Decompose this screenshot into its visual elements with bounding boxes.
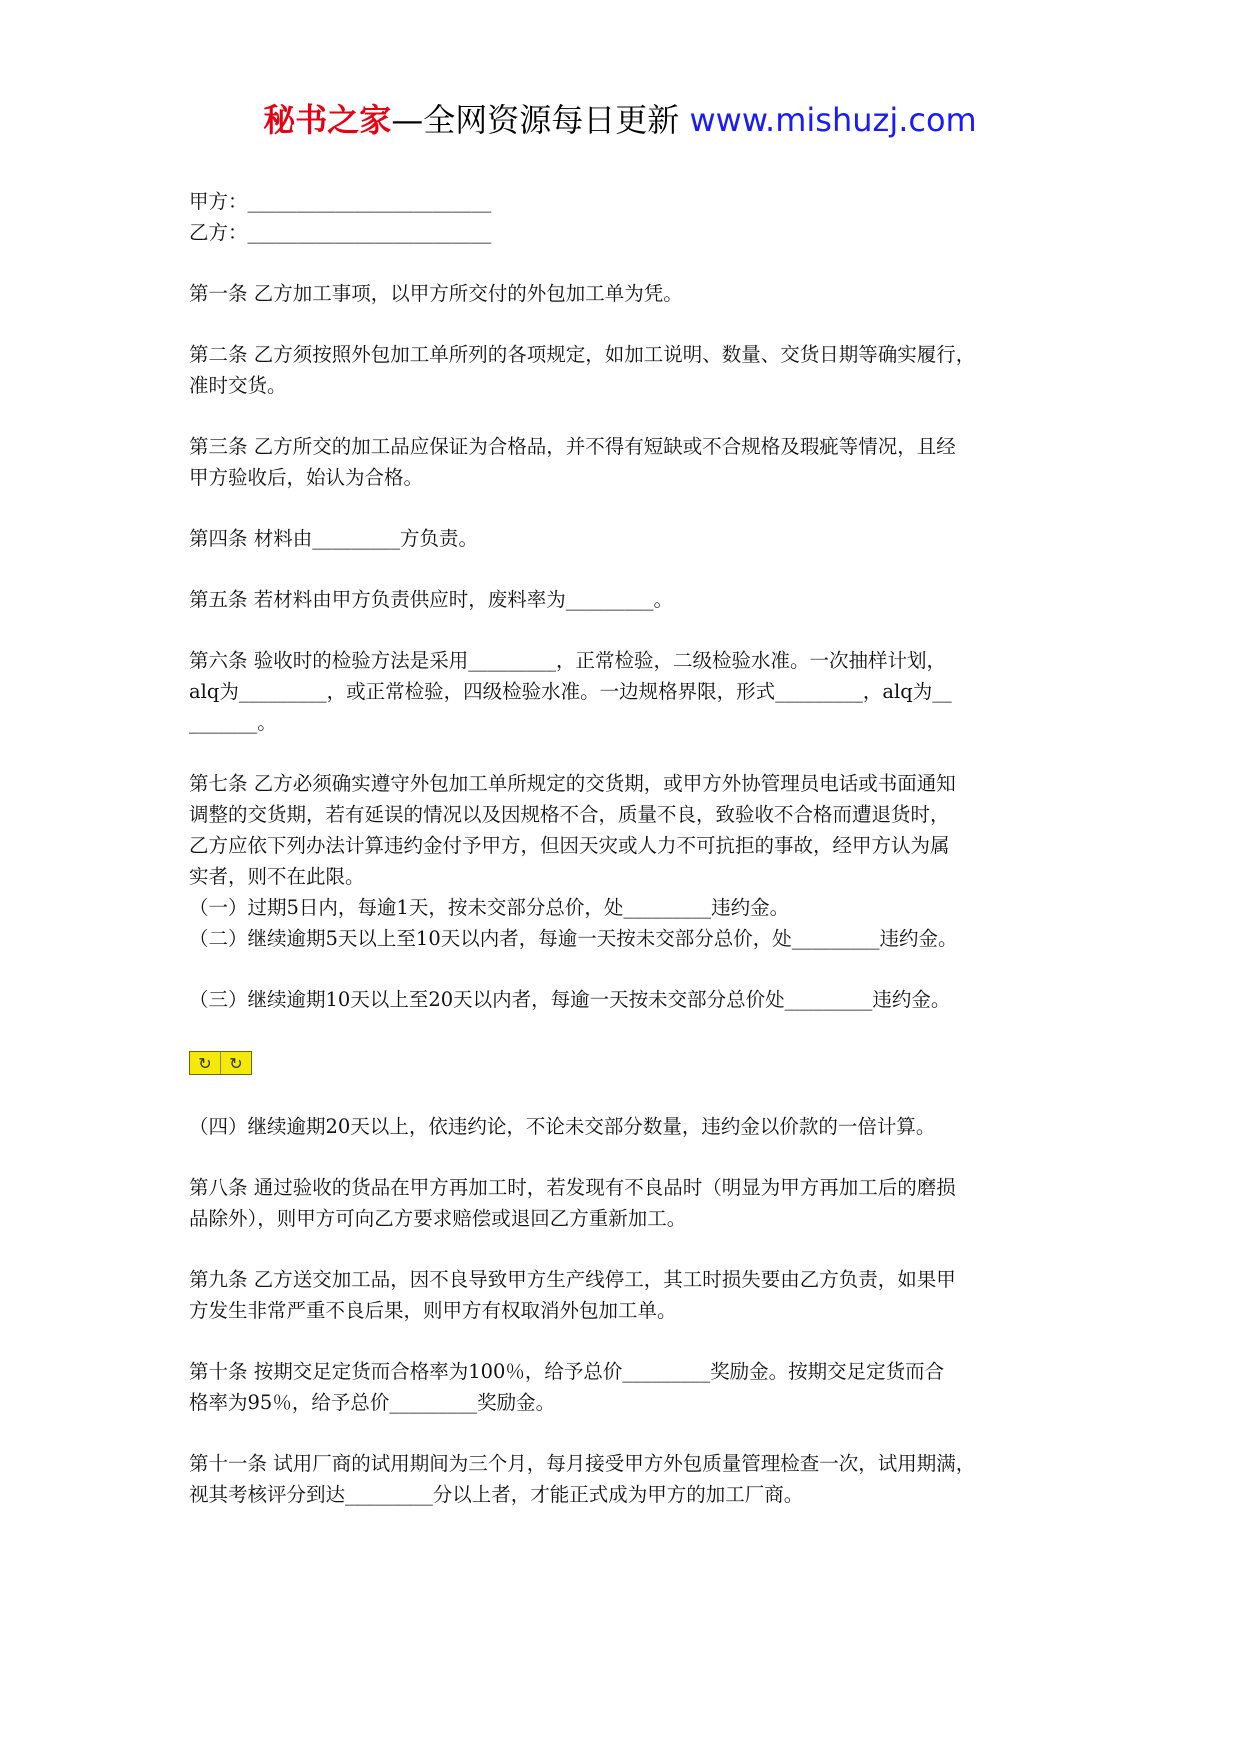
article-6-line-3: _______。 <box>189 711 277 734</box>
article-6-line-2: alq为_________，或正常检验，四级检验水准。一边规格界限，形式_________，alq为__ <box>189 680 952 703</box>
article-7-line-2: 调整的交货期，若有延误的情况以及因规格不合，质量不良，致验收不合格而遭退货时， <box>189 803 950 826</box>
article-8-line-2: 品除外），则甲方可向乙方要求赔偿或退回乙方重新加工。 <box>189 1207 687 1230</box>
article-10-line-2: 格率为95％，给予总价_________奖励金。 <box>189 1391 556 1414</box>
article-11-line-1: 第十一条 试用厂商的试用期间为三个月，每月接受甲方外包质量管理检查一次，试用期满， <box>189 1452 976 1475</box>
article-7-line-4: 实者，则不在此限。 <box>189 865 365 888</box>
brand-name: 秘书之家 <box>263 101 392 139</box>
contract-body <box>189 186 1069 1510</box>
article-3-line-2: 甲方验收后，始认为合格。 <box>189 466 424 489</box>
article-3-line-1: 第三条 乙方所交的加工品应保证为合格品，并不得有短缺或不合规格及瑕疵等情况，且经 <box>189 435 956 458</box>
article-7-line-3: 乙方应依下列办法计算违约金付予甲方，但因天灾或人力不可抗拒的事故，经甲方认为属 <box>189 834 950 857</box>
article-10-line-1: 第十条 按期交足定货而合格率为100％，给予总价_________奖励金。按期交足定货而合 <box>189 1360 945 1383</box>
refresh-icon: ↻ <box>190 1052 221 1074</box>
article-2-line-2: 准时交货。 <box>189 374 287 397</box>
article-2-line-1: 第二条 乙方须按照外包加工单所列的各项规定，如加工说明、数量、交货日期等确实履行， <box>189 343 976 366</box>
article-7-line-1: 第七条 乙方必须确实遵守外包加工单所规定的交货期，或甲方外协管理员电话或书面通知 <box>189 772 956 795</box>
article-7-item-4: （四）继续逾期20天以上，依违约论，不论未交部分数量，违约金以价款的一倍计算。 <box>189 1115 936 1138</box>
header-url-link[interactable]: www.mishuzj.com <box>689 101 977 139</box>
article-7-item-2: （二）继续逾期5天以上至10天以内者，每逾一天按未交部分总价，处_________违约金。 <box>189 927 958 950</box>
article-1: 第一条 乙方加工事项，以甲方所交付的外包加工单为凭。 <box>189 282 683 305</box>
article-5: 第五条 若材料由甲方负责供应时，废料率为_________。 <box>189 588 673 611</box>
article-8-line-1: 第八条 通过验收的货品在甲方再加工时，若发现有不良品时（明显为甲方再加工后的磨损 <box>189 1176 956 1199</box>
refresh-icon: ↻ <box>229 1053 243 1073</box>
article-9-line-2: 方发生非常严重不良后果，则甲方有权取消外包加工单。 <box>189 1299 677 1322</box>
page-header <box>0 98 1240 142</box>
article-6-line-1: 第六条 验收时的检验方法是采用_________，正常检验，二级检验水准。一次抽样计划， <box>189 649 946 672</box>
article-7-item-1: （一）过期5日内，每逾1天，按未交部分总价，处_________违约金。 <box>189 896 790 919</box>
header-slogan: —全网资源每日更新 <box>391 101 680 139</box>
article-7-item-3: （三）继续逾期10天以上至20天以内者，每逾一天按未交部分总价处_________违约金。 <box>189 988 951 1011</box>
party-b-line: 乙方：_________________________ <box>189 221 492 244</box>
article-11-line-2: 视其考核评分到达_________分以上者，才能正式成为甲方的加工厂商。 <box>189 1483 804 1506</box>
embedded-object-icons <box>189 1051 252 1075</box>
article-4: 第四条 材料由_________方负责。 <box>189 527 478 550</box>
article-9-line-1: 第九条 乙方送交加工品，因不良导致甲方生产线停工，其工时损失要由乙方负责，如果甲 <box>189 1268 956 1291</box>
party-a-line: 甲方：_________________________ <box>189 190 492 213</box>
